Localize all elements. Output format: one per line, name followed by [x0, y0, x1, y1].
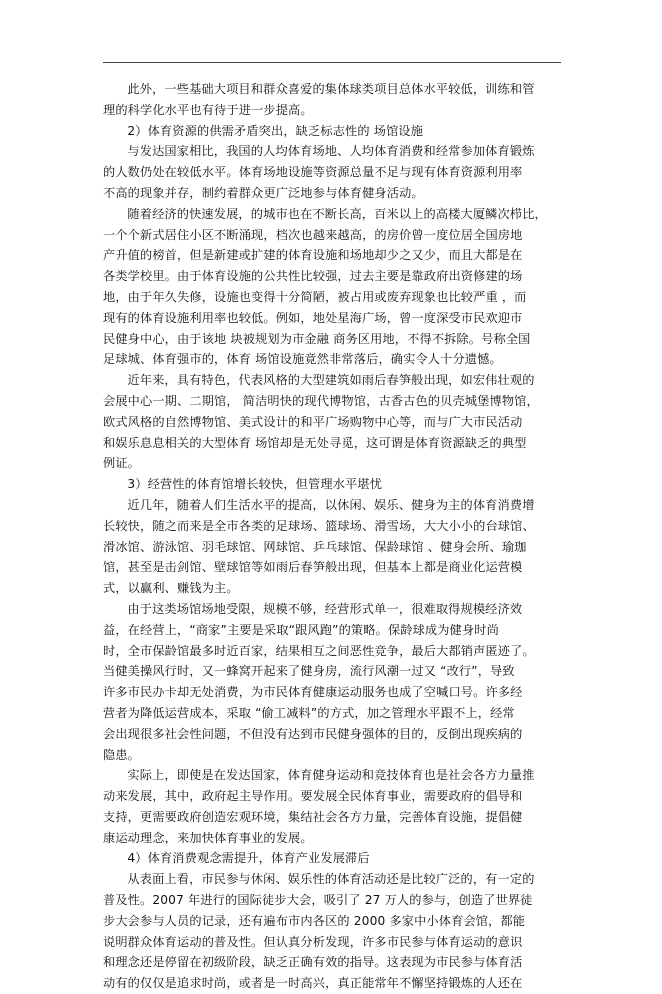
- text-line: 和娱乐息息相关的大型体育 场馆却是无处寻觅，这可谓是体育资源缺乏的典型: [103, 435, 527, 450]
- document-body: [103, 79, 565, 994]
- text-line: 说明群众体育运动的普及性。但认真分析发现，许多市民参与体育运动的意识: [103, 934, 523, 949]
- text-line: 4）体育消费观念需提升，体育产业发展滞后: [127, 851, 370, 866]
- text-line: 欧式风格的自然博物馆、美式设计的和平广场购物中心等，而与广大市民活动: [103, 414, 523, 429]
- text-line: 此外，一些基础大项目和群众喜爱的集体球类项目总体水平较低，训练和管: [127, 82, 535, 96]
- text-line: 会出现很多社会性问题，不但没有达到市民健身强体的目的，反倒出现疾病的: [103, 726, 523, 741]
- text-line: 产升值的榜首，但是新建或扩建的体育设施和场地却少之又少，而且大都是在: [103, 248, 523, 263]
- text-line: 实际上，即使是在发达国家，体育健身运动和竞技体育也是社会各方力量推: [127, 768, 535, 783]
- text-line: 现有的体育设施利用率也较低。例如，地处星海广场，曾一度深受市民欢迎市: [103, 310, 523, 325]
- text-line: 当健美操风行时，又一蜂窝开起来了健身房，流行风潮一过又 “改行”，导致: [103, 664, 515, 679]
- text-line: 各类学校里。由于体育设施的公共性比较强，过去主要是靠政府出资修建的场: [103, 269, 523, 284]
- text-line: 会展中心一期、二期馆， 简洁明快的现代博物馆，古香古色的贝壳城堡博物馆，: [103, 393, 539, 408]
- text-line: 足球城、体育强市的，体育 场馆设施竟然非常落后，确实令人十分遗憾。: [103, 352, 502, 367]
- text-line: 例证。: [103, 456, 141, 471]
- text-line: 随着经济的快速发展，的城市也在不断长高，百米以上的高楼大厦鳞次栉比，: [127, 206, 547, 221]
- text-line: 由于这类场馆场地受限，规模不够，经营形式单一，很难取得规模经济效: [127, 601, 523, 616]
- text-line: 近几年，随着人们生活水平的提高，以休闲、娱乐、健身为主的体育消费增: [127, 497, 535, 512]
- text-line: 时，全市保龄馆最多时近百家，结果相互之间恶性竞争，最后大都销声匿迹了。: [103, 643, 535, 658]
- text-line: 动来发展，其中，政府起主导作用。要发展全民体育事业，需要政府的倡导和: [103, 789, 523, 804]
- text-line: 隐患。: [103, 747, 141, 762]
- text-line: 一个个新式居住小区不断涌现，档次也越来越高，的房价曾一度位居全国房地: [103, 227, 523, 242]
- text-line: 步大会参与人员的记录，还有遍布市内各区的 2000 多家中小体育会馆，都能: [103, 913, 526, 928]
- text-line: 理的科学化水平也有待于进一步提高。: [103, 102, 313, 117]
- text-line: 馆，甚至是击剑馆、壁球馆等如雨后春笋般出现，但基本上都是商业化运营模: [103, 560, 523, 575]
- text-line: 3）经营性的体育馆增长较快，但管理水平堪忧: [127, 477, 383, 492]
- text-line: 不高的现象并存，制约着群众更广泛地参与体育健身活动。: [103, 185, 424, 200]
- text-line: 近年来，具有特色，代表风格的大型建筑如雨后春笋般出现，如宏伟壮观的: [127, 373, 535, 388]
- text-line: 长较快，随之而来是全市各类的足球场、篮球场、滑雪场，大大小小的台球馆、: [103, 518, 535, 533]
- text-line: 滑冰馆、游泳馆、羽毛球馆、网球馆、乒乓球馆、保龄球馆 、健身会所、瑜珈: [103, 539, 527, 554]
- text-line: 地，由于年久失修，设施也变得十分简陋，被占用或废弃现象也比较严重 ，而: [103, 289, 527, 304]
- text-line: 与发达国家相比，我国的人均体育场地、人均体育消费和经常参加体育锻炼: [127, 144, 535, 159]
- text-line: 营者为降低运营成本，采取 “偷工减料”的方式，加之管理水平跟不上，经常: [103, 705, 515, 720]
- text-line: 益，在经营上，“商家”主要是采取“跟风跑”的策略。保龄球成为健身时尚: [103, 622, 499, 637]
- text-line: 的人数仍处在较低水平。体育场地设施等资源总量不足与现有体育资源利用率: [103, 165, 523, 180]
- text-line: 2）体育资源的供需矛盾突出，缺乏标志性的 场馆设施: [127, 123, 424, 138]
- text-line: 和理念还是停留在初级阶段，缺乏正确有效的指导。这表现为市民参与体育活: [103, 955, 523, 970]
- text-line: 许多市民办卡却无处消费，为市民体育健康运动服务也成了空喊口号。许多经: [103, 685, 523, 700]
- text-line: 式，以赢利、赚钱为主。: [103, 581, 239, 596]
- text-line: 普及性。2007 年进行的国际徒步大会，吸引了 27 万人的参与，创造了世界徒: [103, 893, 533, 908]
- text-line: 从表面上看，市民参与休闲、娱乐性的体育活动还是比较广泛的，有一定的: [127, 872, 535, 887]
- text-line: 动有的仅仅是追求时尚，或者是一时高兴，真正能常年不懈坚持锻炼的人还在: [103, 976, 523, 991]
- header-rule: [103, 62, 561, 63]
- text-line: 民健身中心，由于该地 块被规划为市金融 商务区用地，不得不拆除。号称全国: [103, 331, 531, 346]
- text-line: 支持，更需要政府创造宏观环境，集结社会各方力量，完善体育设施，提倡健: [103, 809, 523, 824]
- text-line: 康运动理念，来加快体育事业的发展。: [103, 830, 313, 845]
